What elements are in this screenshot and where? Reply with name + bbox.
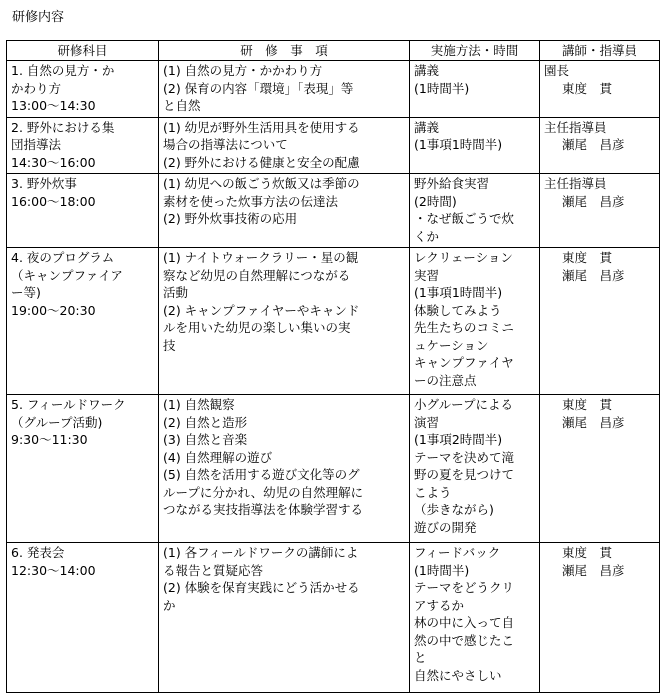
cell-items-line: (2) 保育の内容「環境」「表現」等: [163, 80, 354, 96]
cell-method-line: 野外給食実習: [414, 176, 490, 191]
cell-method-line: (1事項1時間半): [414, 285, 503, 300]
cell-items: [159, 174, 410, 248]
cell-items: [159, 61, 410, 118]
cell-items-line: 技: [163, 337, 176, 353]
table-header-row: [7, 41, 660, 61]
cell-method-line: (1時間半): [414, 80, 470, 96]
cell-subject-line: （グループ活動): [11, 414, 103, 430]
cell-items: [159, 248, 410, 395]
cell-method-line: （歩きながら): [414, 502, 494, 517]
table-row: [7, 395, 660, 543]
cell-items-line: (1) 自然観察: [163, 397, 235, 412]
cell-subject-line: 2. 野外における集: [11, 119, 115, 135]
cell-method-line: ・なぜ飯ごうで炊: [414, 211, 515, 226]
cell-method-line: (1事項1時間半): [414, 137, 503, 152]
cell-subject-line: （キャンプファイア: [11, 267, 123, 283]
header-instructors: 講師・指導員: [540, 41, 660, 61]
cell-items-line: (1) 自然の見方・かかわり方: [163, 63, 323, 78]
cell-items-line: 察など幼児の自然理解につながる: [163, 267, 351, 283]
header-method: 実施方法・時間: [410, 41, 540, 61]
cell-method: [410, 174, 540, 248]
cell-method-line: 然の中で感じたこ: [414, 632, 515, 648]
cell-items-line: (1) 各フィールドワークの講師によ: [163, 545, 359, 560]
cell-subject: [7, 248, 159, 395]
cell-subject: [7, 395, 159, 543]
cell-items-line: (1) 幼児が野外生活用具を使用する: [163, 119, 360, 135]
cell-items-line: か: [163, 597, 176, 613]
cell-method-line: 野の夏を見つけて: [414, 467, 515, 482]
cell-items-line: 場合の指導法について: [163, 137, 288, 152]
cell-method-line: 演習: [414, 414, 440, 430]
cell-method: [410, 543, 540, 693]
cell-method-line: 講義: [414, 119, 440, 135]
table-row: [7, 61, 660, 118]
cell-subject-line: 12:30〜14:00: [11, 562, 96, 578]
cell-method-line: ーの注意点: [414, 372, 477, 388]
cell-items-line: (1) 幼児への飯ごう炊飯又は季節の: [163, 176, 360, 191]
cell-instructors: [540, 117, 660, 174]
cell-items-line: (4) 自然理解の遊び: [163, 449, 273, 465]
table-row: [7, 248, 660, 395]
cell-method-line: テーマをどうクリ: [414, 580, 515, 595]
cell-items: [159, 543, 410, 693]
cell-method: [410, 395, 540, 543]
cell-instructors: [540, 248, 660, 395]
cell-subject: [7, 117, 159, 174]
cell-method-line: キャンプファイヤ: [414, 355, 514, 370]
cell-items-line: 素材を使った炊事方法の伝達法: [163, 193, 339, 209]
cell-instructors: [540, 395, 660, 543]
cell-subject-line: 5. フィールドワーク: [11, 397, 126, 412]
cell-items-line: (3) 自然と音楽: [163, 432, 248, 447]
table-row: [7, 117, 660, 174]
cell-method-line: テーマを決めて滝: [414, 449, 515, 465]
cell-method-line: と: [414, 650, 427, 665]
cell-method-line: 体験してみよう: [414, 302, 502, 318]
cell-subject-line: 16:00〜18:00: [11, 193, 96, 209]
cell-items: [159, 117, 410, 174]
cell-items-line: (2) キャンプファイヤーやキャンド: [163, 302, 360, 318]
cell-items-line: る報告と質疑応答: [163, 562, 264, 578]
cell-instructors-line: 瀬尾 昌彦: [562, 267, 625, 283]
cell-instructors-line: 瀬尾 昌彦: [562, 414, 625, 430]
cell-method-line: (1時間半): [414, 562, 470, 578]
cell-items: [159, 395, 410, 543]
cell-subject-line: 4. 夜のプログラム: [11, 250, 115, 265]
cell-items-line: ループに分かれ、幼児の自然理解に: [163, 484, 364, 500]
cell-instructors-line: 瀬尾 昌彦: [562, 137, 625, 152]
cell-instructors: [540, 61, 660, 118]
header-subject: 研修科目: [7, 41, 159, 61]
cell-method-line: アするか: [414, 597, 465, 613]
cell-subject-line: ー等): [11, 285, 41, 300]
cell-items-line: と自然: [163, 98, 201, 113]
cell-subject-line: 13:00〜14:30: [11, 98, 96, 113]
training-schedule-table: [6, 40, 660, 693]
table-row: [7, 174, 660, 248]
cell-method-line: 講義: [414, 63, 440, 78]
cell-subject: [7, 543, 159, 693]
cell-method-line: ュケーション: [414, 337, 489, 353]
cell-method-line: フィードバック: [414, 545, 501, 560]
cell-items-line: (2) 野外炊事技術の応用: [163, 211, 298, 226]
cell-subject-line: 6. 発表会: [11, 545, 65, 560]
cell-instructors-line: 主任指導員: [544, 119, 607, 135]
cell-method-line: こよう: [414, 484, 452, 500]
cell-method-line: くか: [414, 228, 440, 244]
cell-instructors-line: 瀬尾 昌彦: [562, 562, 625, 578]
cell-subject-line: 3. 野外炊事: [11, 176, 77, 191]
cell-items-line: (2) 体験を保育実践にどう活かせる: [163, 580, 360, 595]
cell-subject-line: 19:00〜20:30: [11, 302, 96, 318]
cell-method: [410, 248, 540, 395]
cell-method-line: 遊びの開発: [414, 519, 477, 535]
cell-subject-line: 9:30〜11:30: [11, 432, 88, 447]
cell-instructors-line: 東度 貫: [562, 545, 613, 560]
cell-instructors-line: 瀬尾 昌彦: [562, 193, 625, 209]
cell-method-line: (1事項2時間半): [414, 432, 503, 447]
cell-items-line: (2) 自然と造形: [163, 414, 248, 430]
cell-items-line: (1) ナイトウォークラリー・星の観: [163, 250, 359, 265]
cell-subject-line: 団指導法: [11, 137, 62, 152]
cell-items-line: (5) 自然を活用する遊び文化等のグ: [163, 467, 360, 482]
cell-subject: [7, 174, 159, 248]
cell-method-line: 実習: [414, 267, 440, 283]
cell-method: [410, 117, 540, 174]
cell-subject: [7, 61, 159, 118]
cell-items-line: ルを用いた幼児の楽しい集いの実: [163, 320, 351, 335]
cell-subject-line: 14:30〜16:00: [11, 154, 96, 170]
header-items: 研 修 事 項: [159, 41, 410, 61]
cell-method-line: レクリェーション: [414, 250, 513, 265]
page-title: 研修内容: [12, 10, 65, 25]
cell-instructors-line: 東度 貫: [562, 80, 613, 96]
cell-method-line: 小グループによる: [414, 397, 514, 412]
cell-subject-line: 1. 自然の見方・か: [11, 63, 115, 78]
cell-method-line: 自然にやさしい: [414, 667, 502, 683]
cell-items-line: 活動: [163, 285, 189, 300]
cell-instructors-line: 主任指導員: [544, 176, 607, 191]
cell-items-line: つながる実技指導法を体験学習する: [163, 502, 364, 517]
cell-method-line: 林の中に入って自: [414, 615, 515, 630]
cell-method: [410, 61, 540, 118]
cell-items-line: (2) 野外における健康と安全の配慮: [163, 154, 360, 170]
table-row: [7, 543, 660, 693]
cell-instructors-line: 東度 貫: [562, 250, 613, 265]
cell-instructors-line: 東度 貫: [562, 397, 613, 412]
cell-subject-line: かわり方: [11, 80, 62, 96]
cell-method-line: (2時間): [414, 193, 457, 209]
cell-method-line: 先生たちのコミニ: [414, 320, 515, 335]
cell-instructors: [540, 174, 660, 248]
cell-instructors: [540, 543, 660, 693]
cell-instructors-line: 園長: [544, 63, 570, 78]
